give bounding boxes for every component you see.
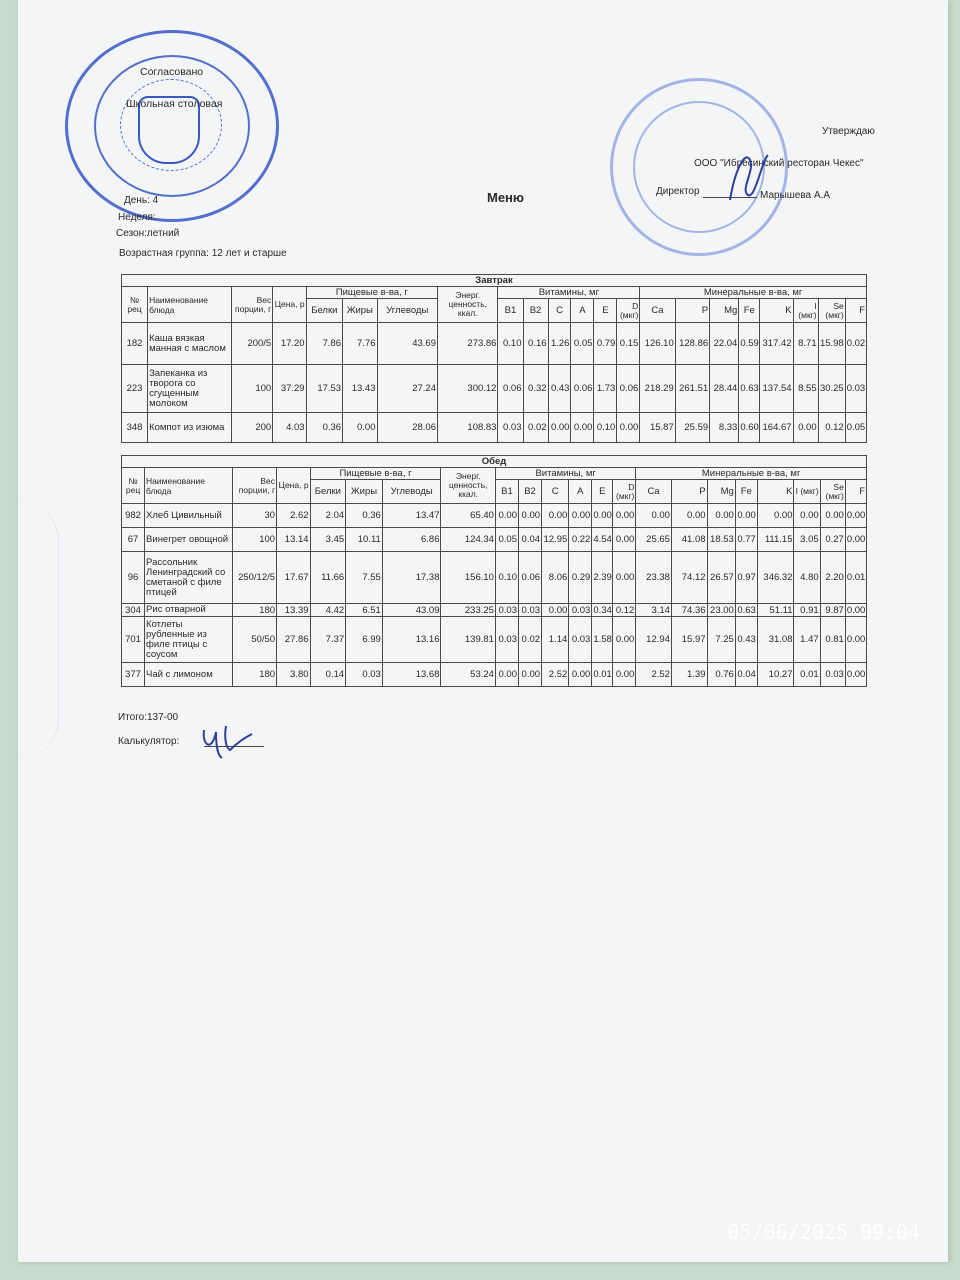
table-cell: 27.24 <box>377 365 437 413</box>
col-minerals: Минеральные в-ва, мг <box>636 468 867 480</box>
table-cell: 300.12 <box>437 365 497 413</box>
table-cell: 0.00 <box>845 504 866 528</box>
table-cell: 108.83 <box>437 413 497 443</box>
table-cell: 17.67 <box>277 552 311 604</box>
table-row <box>122 323 867 365</box>
table-cell: 0.12 <box>818 413 845 443</box>
approve-label: Утверждаю <box>822 126 875 137</box>
table-cell: 0.00 <box>757 504 794 528</box>
col-fe: Fe <box>735 480 757 504</box>
table-cell: 27.86 <box>277 617 311 663</box>
table-cell: 2.20 <box>820 552 845 604</box>
table-cell: 128.86 <box>675 323 709 365</box>
table-cell: 0.00 <box>495 504 518 528</box>
table-cell: 74.36 <box>671 604 707 617</box>
table-cell: 7.25 <box>707 617 735 663</box>
table-cell: 1.26 <box>548 323 571 365</box>
table-cell: 2.52 <box>636 663 672 687</box>
table-cell: 111.15 <box>757 528 794 552</box>
dish-name-cell: Котлеты рубленные из филе птицы с соусом <box>145 617 233 663</box>
table-cell: 0.01 <box>592 663 613 687</box>
table-cell: 0.63 <box>737 604 756 616</box>
paper-fold <box>18 500 59 760</box>
table-cell: 0.43 <box>735 617 757 663</box>
company-name: ООО "Ибресинский ресторан Чекес" <box>694 158 864 169</box>
col-price: Цена, р <box>277 468 311 504</box>
table-cell: 0.63 <box>739 365 760 413</box>
table-cell: 12.94 <box>636 617 672 663</box>
table-cell: 0.03 <box>346 663 383 687</box>
table-row <box>122 365 867 413</box>
table-cell: 0.02 <box>523 413 548 443</box>
col-b2: B2 <box>523 299 548 323</box>
table-cell: 25.59 <box>675 413 709 443</box>
table-cell: 96 <box>122 552 145 604</box>
table-cell: 180 <box>233 663 277 687</box>
table-cell: 164.67 <box>760 413 793 443</box>
table-cell: 0.00 <box>519 663 542 687</box>
table-cell: 23.38 <box>636 552 672 604</box>
table-cell: 261.51 <box>675 365 709 413</box>
table-cell: 0.06 <box>498 365 523 413</box>
breakfast-table <box>121 274 867 443</box>
table-cell: 0.00 <box>613 504 636 528</box>
table-cell: 348 <box>122 413 148 443</box>
age-group-label: Возрастная группа: 12 лет и старше <box>119 248 287 259</box>
director-label: Директор <box>656 186 700 197</box>
table-cell: 43.09 <box>382 604 441 617</box>
table-cell: 0.12 <box>613 604 636 617</box>
calculator-label: Калькулятор: <box>118 736 180 747</box>
table-cell: 1.73 <box>594 365 617 413</box>
table-cell: 0.03 <box>495 604 518 617</box>
table-cell: 346.32 <box>757 552 794 604</box>
director-name: Марышева А.А <box>760 190 830 201</box>
col-k: K <box>760 299 793 323</box>
table-cell: 2.52 <box>542 663 569 687</box>
table-cell: 0.06 <box>571 365 594 413</box>
dish-name-cell: Рис отварной <box>145 604 233 617</box>
table-cell: 233.25 <box>441 604 495 617</box>
col-carbs: Углеводы <box>377 299 437 323</box>
col-f: F <box>845 299 866 323</box>
day-label: День: 4 <box>124 195 159 206</box>
table-cell: 0.00 <box>846 604 866 616</box>
table-cell: 1.39 <box>671 663 707 687</box>
table-cell: 0.05 <box>495 528 518 552</box>
table-cell: 0.97 <box>735 552 757 604</box>
table-cell: 3.14 <box>636 604 672 617</box>
table-cell: 701 <box>122 617 145 663</box>
col-k: K <box>757 480 794 504</box>
col-fat: Жиры <box>346 480 383 504</box>
col-i: I (мкг) <box>794 480 820 504</box>
table-cell: 18.53 <box>707 528 735 552</box>
season-label: Сезон:летний <box>116 228 180 239</box>
table-cell: 74.12 <box>671 552 707 604</box>
col-e: E <box>594 299 617 323</box>
table-cell: 0.00 <box>845 663 866 687</box>
table-cell: 17.38 <box>382 552 441 604</box>
table-cell: 2.39 <box>592 552 613 604</box>
table-cell: 377 <box>122 663 145 687</box>
col-i: I (мкг) <box>793 299 818 323</box>
table-cell: 0.00 <box>613 663 636 687</box>
table-cell: 1.14 <box>542 617 569 663</box>
total-label: Итого:137-00 <box>118 712 179 723</box>
table-cell: 4.80 <box>794 552 820 604</box>
table-cell: 1.47 <box>794 617 820 663</box>
table-cell: 7.76 <box>343 323 377 365</box>
table-cell: 65.40 <box>441 504 495 528</box>
table-cell: 223 <box>122 365 148 413</box>
table-cell: 43.69 <box>377 323 437 365</box>
col-minerals: Минеральные в-ва, мг <box>640 287 867 299</box>
table-cell: 0.05 <box>571 323 594 365</box>
table-cell: 180 <box>233 604 277 617</box>
col-b2: B2 <box>519 480 542 504</box>
table-cell: 0.03 <box>820 663 845 687</box>
table-cell: 15.87 <box>640 413 675 443</box>
section-title-lunch: Обед <box>122 456 867 468</box>
table-cell: 156.10 <box>441 552 495 604</box>
col-d: D (мкг) <box>613 480 636 504</box>
table-cell: 0.02 <box>845 323 866 365</box>
table-cell: 12.95 <box>542 528 569 552</box>
table-cell: 17.20 <box>273 323 306 365</box>
table-cell: 0.10 <box>594 413 617 443</box>
table-cell: 317.42 <box>760 323 793 365</box>
table-cell: 0.91 <box>794 604 820 617</box>
table-cell: 28.44 <box>710 365 739 413</box>
table-cell: 100 <box>233 528 277 552</box>
table-cell: 0.00 <box>617 413 640 443</box>
col-protein: Белки <box>310 480 346 504</box>
table-cell: 0.15 <box>617 323 640 365</box>
agreed-label: Согласовано <box>140 66 204 78</box>
table-cell: 10.27 <box>757 663 794 687</box>
week-label: Неделя: <box>118 212 156 223</box>
table-cell: 0.16 <box>523 323 548 365</box>
table-cell: 124.34 <box>441 528 495 552</box>
col-ca: Ca <box>640 299 675 323</box>
lunch-table <box>121 455 867 687</box>
col-fe: Fe <box>739 299 760 323</box>
col-vitamins: Витамины, мг <box>495 468 635 480</box>
col-num: № рец <box>122 468 145 504</box>
table-cell: 13.68 <box>382 663 441 687</box>
dish-name-cell: Винегрет овощной <box>145 528 233 552</box>
table-cell: 31.08 <box>757 617 794 663</box>
dish-name-cell: Каша вязкая манная с маслом <box>148 323 231 365</box>
table-cell: 200/5 <box>231 323 273 365</box>
table-cell: 0.01 <box>845 552 866 604</box>
table-cell: 0.00 <box>820 504 845 528</box>
table-cell: 0.00 <box>793 413 818 443</box>
table-cell: 137.54 <box>760 365 793 413</box>
table-cell: 13.47 <box>382 504 441 528</box>
director-signature <box>710 140 780 210</box>
photo-timestamp: 05/06/2025 09:04 <box>727 1220 920 1244</box>
table-cell: 0.22 <box>569 528 592 552</box>
table-cell: 0.00 <box>845 617 866 663</box>
table-cell: 3.05 <box>794 528 820 552</box>
col-name: Наименование блюда <box>148 287 231 323</box>
col-mg: Mg <box>710 299 739 323</box>
table-cell: 0.10 <box>495 552 518 604</box>
table-cell: 17.53 <box>306 365 343 413</box>
table-cell: 3.80 <box>277 663 311 687</box>
col-weight: Вес порции, г <box>233 468 277 504</box>
table-cell: 30.25 <box>818 365 845 413</box>
table-row <box>122 413 867 443</box>
col-weight: Вес порции, г <box>231 287 273 323</box>
table-cell: 41.08 <box>671 528 707 552</box>
table-cell: 0.00 <box>613 528 636 552</box>
col-nutrients: Пищевые в-ва, г <box>306 287 437 299</box>
table-cell: 0.77 <box>735 528 757 552</box>
table-cell: 218.29 <box>640 365 675 413</box>
table-cell: 0.00 <box>794 504 820 528</box>
dish-name-cell: Запеканка из творога со сгущенным молоком <box>148 365 231 413</box>
table-cell: 0.00 <box>707 504 735 528</box>
table-cell: 25.65 <box>636 528 672 552</box>
table-row <box>122 528 867 552</box>
col-a: A <box>569 480 592 504</box>
table-cell: 0.29 <box>569 552 592 604</box>
col-p: P <box>675 299 709 323</box>
table-cell: 0.79 <box>594 323 617 365</box>
table-cell: 200 <box>231 413 273 443</box>
table-cell: 37.29 <box>273 365 306 413</box>
table-cell: 15.98 <box>818 323 845 365</box>
col-nutrients: Пищевые в-ва, г <box>310 468 441 480</box>
col-f: F <box>845 480 866 504</box>
table-row <box>122 604 867 617</box>
table-row <box>122 617 867 663</box>
table-cell: 0.03 <box>569 617 592 663</box>
col-d: D (мкг) <box>617 299 640 323</box>
col-b1: B1 <box>498 299 523 323</box>
table-row <box>122 504 867 528</box>
table-cell: 100 <box>231 365 273 413</box>
table-cell: 0.03 <box>569 604 592 617</box>
table-cell: 0.06 <box>617 365 640 413</box>
dish-name-cell: Компот из изюма <box>148 413 231 443</box>
table-cell: 4.42 <box>310 604 346 617</box>
table-cell: 0.00 <box>548 413 571 443</box>
page-title: Меню <box>487 190 525 205</box>
table-cell: 7.86 <box>306 323 343 365</box>
col-price: Цена, р <box>273 287 306 323</box>
table-cell: 6.86 <box>382 528 441 552</box>
table-cell: 0.03 <box>498 413 523 443</box>
table-cell: 0.00 <box>495 663 518 687</box>
table-cell: 0.00 <box>569 504 592 528</box>
table-cell: 13.43 <box>343 365 377 413</box>
col-protein: Белки <box>306 299 343 323</box>
table-cell: 0.60 <box>739 413 760 443</box>
col-name: Наименование блюда <box>145 468 233 504</box>
lunch-rows <box>122 504 867 687</box>
table-cell: 0.34 <box>593 604 612 616</box>
col-p: P <box>671 480 707 504</box>
col-energy: Энерг. ценность, ккал. <box>437 287 497 323</box>
table-cell: 0.03 <box>845 365 866 413</box>
col-b1: B1 <box>495 480 518 504</box>
table-cell: 13.39 <box>277 604 311 617</box>
table-cell: 13.16 <box>382 617 441 663</box>
table-cell: 273.86 <box>437 323 497 365</box>
dish-name-cell: Хлеб Цивильный <box>145 504 233 528</box>
table-cell: 0.00 <box>592 504 613 528</box>
col-c: C <box>548 299 571 323</box>
table-cell: 0.36 <box>346 504 383 528</box>
table-cell: 53.24 <box>441 663 495 687</box>
table-cell: 22.04 <box>710 323 739 365</box>
table-cell: 250/12/5 <box>233 552 277 604</box>
table-cell: 0.27 <box>820 528 845 552</box>
col-num: № рец <box>122 287 148 323</box>
table-cell: 0.00 <box>735 504 757 528</box>
col-ca: Ca <box>636 480 672 504</box>
table-cell: 0.03 <box>495 617 518 663</box>
col-vitamins: Витамины, мг <box>498 287 640 299</box>
dish-name-cell: Рассольник Ленинградский со сметаной с филе птицей <box>145 552 233 604</box>
table-cell: 7.37 <box>310 617 346 663</box>
table-cell: 0.10 <box>498 323 523 365</box>
table-cell: 8.71 <box>793 323 818 365</box>
table-cell: 0.02 <box>519 617 542 663</box>
table-cell: 0.04 <box>735 663 757 687</box>
dish-name-cell: Чай с лимоном <box>145 663 233 687</box>
table-cell: 0.00 <box>636 504 672 528</box>
table-cell: 0.00 <box>571 413 594 443</box>
table-cell: 0.00 <box>343 413 377 443</box>
section-title-breakfast: Завтрак <box>122 275 867 287</box>
table-cell: 1.58 <box>592 617 613 663</box>
table-cell: 0.43 <box>548 365 571 413</box>
table-cell: 23.00 <box>707 604 735 617</box>
table-cell: 0.00 <box>519 504 542 528</box>
table-cell: 8.33 <box>710 413 739 443</box>
table-row <box>122 552 867 604</box>
col-carbs: Углеводы <box>382 480 441 504</box>
table-cell: 6.51 <box>346 604 383 617</box>
table-cell: 139.81 <box>441 617 495 663</box>
breakfast-rows <box>122 323 867 443</box>
table-cell: 6.99 <box>346 617 383 663</box>
table-cell: 0.59 <box>739 323 760 365</box>
table-cell: 0.81 <box>820 617 845 663</box>
table-cell: 182 <box>122 323 148 365</box>
table-cell: 13.14 <box>277 528 311 552</box>
table-cell: 9.87 <box>820 604 845 617</box>
table-cell: 3.45 <box>310 528 346 552</box>
table-cell: 0.00 <box>671 504 707 528</box>
calculator-signature <box>196 718 256 763</box>
table-cell: 0.06 <box>519 552 542 604</box>
table-cell: 0.00 <box>613 552 636 604</box>
table-cell: 0.36 <box>306 413 343 443</box>
table-cell: 2.62 <box>277 504 311 528</box>
table-cell: 7.55 <box>346 552 383 604</box>
table-cell: 11.66 <box>310 552 346 604</box>
table-cell: 0.00 <box>542 604 569 617</box>
table-cell: 0.03 <box>519 604 542 617</box>
table-cell: 2.04 <box>310 504 346 528</box>
col-a: A <box>571 299 594 323</box>
table-cell: 0.00 <box>845 528 866 552</box>
table-cell: 304 <box>122 604 145 617</box>
table-cell: 51.11 <box>757 604 794 617</box>
table-cell: 8.55 <box>793 365 818 413</box>
table-cell: 0.04 <box>519 528 542 552</box>
table-cell: 50/50 <box>233 617 277 663</box>
table-cell: 0.00 <box>542 504 569 528</box>
table-cell: 982 <box>122 504 145 528</box>
col-e: E <box>592 480 613 504</box>
canteen-label: Школьная столовая <box>126 98 223 110</box>
table-cell: 10.11 <box>346 528 383 552</box>
table-cell: 0.01 <box>794 663 820 687</box>
table-cell: 0.00 <box>613 617 636 663</box>
table-cell: 4.54 <box>592 528 613 552</box>
table-cell: 0.32 <box>523 365 548 413</box>
table-cell: 126.10 <box>640 323 675 365</box>
table-row <box>122 663 867 687</box>
col-se: Se (мкг) <box>820 480 845 504</box>
table-cell: 0.05 <box>845 413 866 443</box>
col-mg: Mg <box>707 480 735 504</box>
table-cell: 26.57 <box>707 552 735 604</box>
table-cell: 30 <box>233 504 277 528</box>
col-se: Se (мкг) <box>818 299 845 323</box>
table-cell: 0.76 <box>707 663 735 687</box>
table-cell: 0.00 <box>569 663 592 687</box>
col-c: C <box>542 480 569 504</box>
table-cell: 8.06 <box>542 552 569 604</box>
table-cell: 4.03 <box>273 413 306 443</box>
table-cell: 15.97 <box>671 617 707 663</box>
table-cell: 0.14 <box>310 663 346 687</box>
table-cell: 28.06 <box>377 413 437 443</box>
col-fat: Жиры <box>343 299 377 323</box>
table-cell: 67 <box>122 528 145 552</box>
col-energy: Энерг. ценность, ккал. <box>441 468 495 504</box>
